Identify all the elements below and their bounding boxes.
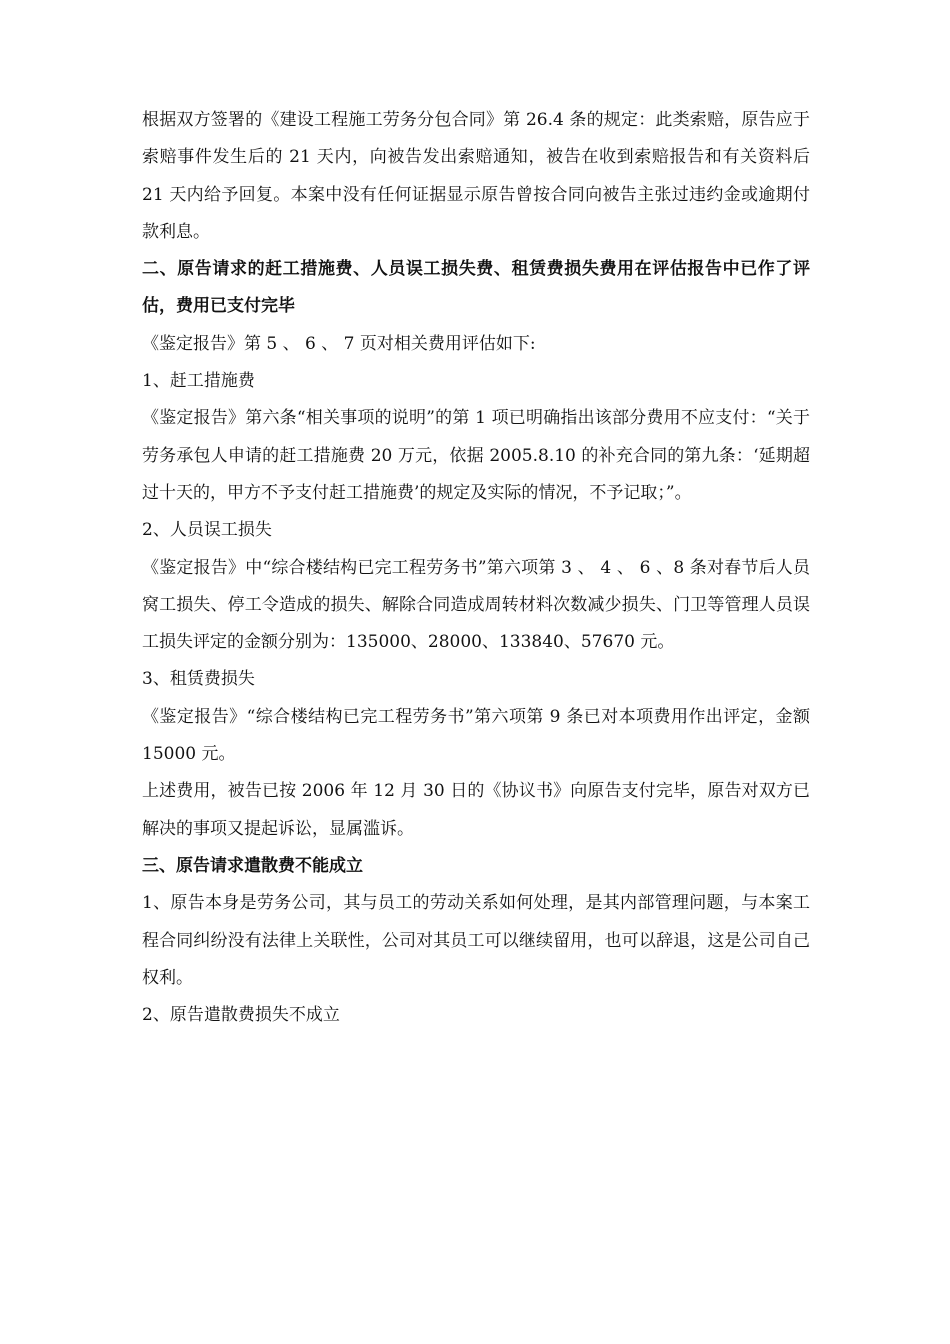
- paragraph-rush-cost: 《鉴定报告》第六条“相关事项的说明”的第 1 项已明确指出该部分费用不应支付：“关于劳务承包人申请的赶工措施费 20 万元，依据 2005.8.10 的补充合同的第九条：‘延期超过十天的，甲方不予支付赶工措施费’的规定及实际的情况，不予记取；”。: [142, 408, 810, 503]
- paragraph-payment-completed: 上述费用，被告已按 2006 年 12 月 30 日的《协议书》向原告支付完毕，原告对双方已解决的事项又提起诉讼，显属滥诉。: [142, 781, 810, 839]
- paragraph-labor-relations: 1、原告本身是劳务公司，其与员工的劳动关系如何处理，是其内部管理问题，与本案工程合同纠纷没有法律上关联性，公司对其员工可以继续留用，也可以辞退，这是公司自己权利。: [142, 893, 810, 988]
- paragraph-labor-loss: 《鉴定报告》中“综合楼结构已完工程劳务书”第六项第 3 、 4 、 6 、8 条对春节后人员窝工损失、停工令造成的损失、解除合同造成周转材料次数减少损失、门卫等管理人员误工损失评定的金额分别为：135000、28000、133840、57670 元。: [142, 557, 810, 653]
- paragraph-lease-loss: 《鉴定报告》“综合楼结构已完工程劳务书”第六项第 9 条已对本项费用作出评定，金额 15000 元。: [142, 706, 810, 765]
- item-heading-lease-loss: 3、租赁费损失: [142, 669, 255, 690]
- section-heading-2: 二、原告请求的赶工措施费、人员误工损失费、租赁费损失费用在评估报告中已作了评估，费用已支付完毕: [142, 259, 810, 317]
- document-page: [142, 102, 810, 1034]
- item-heading-labor-loss: 2、人员误工损失: [142, 520, 272, 541]
- item-heading-rush-cost: 1、赶工措施费: [142, 371, 255, 392]
- paragraph-severance: 2、原告遣散费损失不成立: [142, 1005, 340, 1026]
- section-heading-3: 三、原告请求遣散费不能成立: [142, 855, 363, 876]
- paragraph-claim-notice: 根据双方签署的《建设工程施工劳务分包合同》第 26.4 条的规定：此类索赔，原告应于索赔事件发生后的 21 天内，向被告发出索赔通知，被告在收到索赔报告和有关资料后 21 天内给予回复。本案中没有任何证据显示原告曾按合同向被告主张过违约金或逾期付款利息。: [142, 110, 810, 242]
- paragraph-appraisal-intro: 《鉴定报告》第 5 、 6 、 7 页对相关费用评估如下:: [142, 333, 536, 354]
